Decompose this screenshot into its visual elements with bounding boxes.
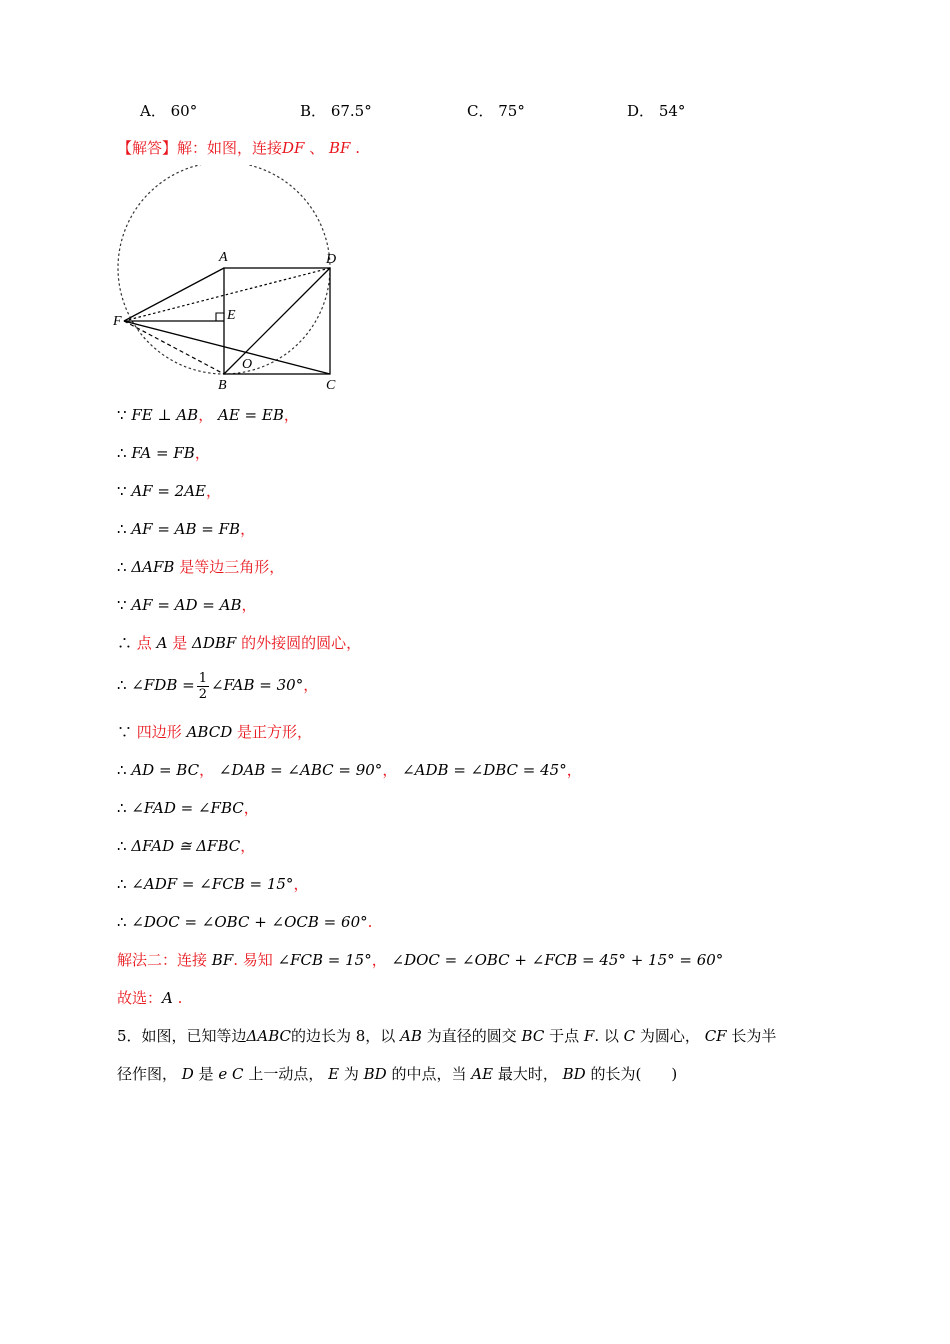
option-b: B． 67.5° bbox=[300, 102, 372, 120]
label-d: D bbox=[326, 252, 337, 267]
fraction-half: $\frac{1}{2}$ bbox=[198, 670, 207, 702]
step-10: ∴ AD = BC， ∠DAB = ∠ABC = 90°， ∠ADB = ∠DBC = 45°， bbox=[117, 761, 582, 779]
step-1: ∵ FE ⊥ AB， AE = EB， bbox=[117, 406, 299, 424]
method-2: 解法二：连接 BF. 易知 ∠FCB = 15°， ∠DOC = ∠OBC + ∠FCB = 45° + 15° = 60° bbox=[117, 951, 724, 969]
label-f: F bbox=[113, 314, 122, 329]
step-9: ∵ 四边形 ABCD 是正方形， bbox=[117, 723, 313, 741]
option-d: D． 54° bbox=[627, 102, 686, 120]
segment-bd bbox=[224, 268, 330, 374]
label-o: O bbox=[242, 357, 253, 372]
step-8: ∴ ∠FDB = $\frac{1}{2}$ ∠FAB = 30°， bbox=[117, 670, 319, 702]
question-5-line-2: 径作图， D 是 e C 上一动点， E 为 BD 的中点，当 AE 最大时， BD 的长为( ) bbox=[117, 1065, 678, 1083]
segment-fc bbox=[124, 321, 330, 374]
final-choice: 故选：A . bbox=[117, 989, 183, 1007]
segment-fb bbox=[124, 321, 224, 374]
step-5: ∴ ΔAFB 是等边三角形， bbox=[117, 558, 285, 576]
option-a: A． 60° bbox=[140, 102, 198, 120]
step-4: ∴ AF = AB = FB， bbox=[117, 520, 256, 538]
answer-options bbox=[140, 100, 840, 124]
question-5-line-1: 5．如图，已知等边ΔABC的边长为 8，以 AB 为直径的圆交 BC 于点 F. 以 C 为圆心， CF 长为半 bbox=[117, 1027, 777, 1045]
label-e: E bbox=[227, 308, 236, 323]
step-7: ∴ 点 A 是 ΔDBF 的外接圆的圆心， bbox=[117, 634, 362, 652]
label-a: A bbox=[219, 250, 228, 265]
segment-fa bbox=[124, 268, 224, 321]
step-3: ∵ AF = 2AE， bbox=[117, 482, 222, 500]
geometry-figure bbox=[112, 165, 352, 397]
label-b: B bbox=[218, 378, 227, 393]
step-13: ∴ ∠ADF = ∠FCB = 15°， bbox=[117, 875, 309, 893]
right-angle-mark bbox=[216, 313, 224, 321]
step-14: ∴ ∠DOC = ∠OBC + ∠OCB = 60°. bbox=[117, 913, 373, 931]
step-12: ∴ ΔFAD ≅ ΔFBC， bbox=[117, 837, 256, 855]
option-c: C． 75° bbox=[467, 102, 525, 120]
label-c: C bbox=[326, 378, 336, 393]
step-2: ∴ FA = FB， bbox=[117, 444, 210, 462]
step-6: ∵ AF = AD = AB， bbox=[117, 596, 257, 614]
solution-header: 【解答】解：如图，连接DF 、 BF . bbox=[117, 139, 361, 157]
step-11: ∴ ∠FAD = ∠FBC， bbox=[117, 799, 259, 817]
